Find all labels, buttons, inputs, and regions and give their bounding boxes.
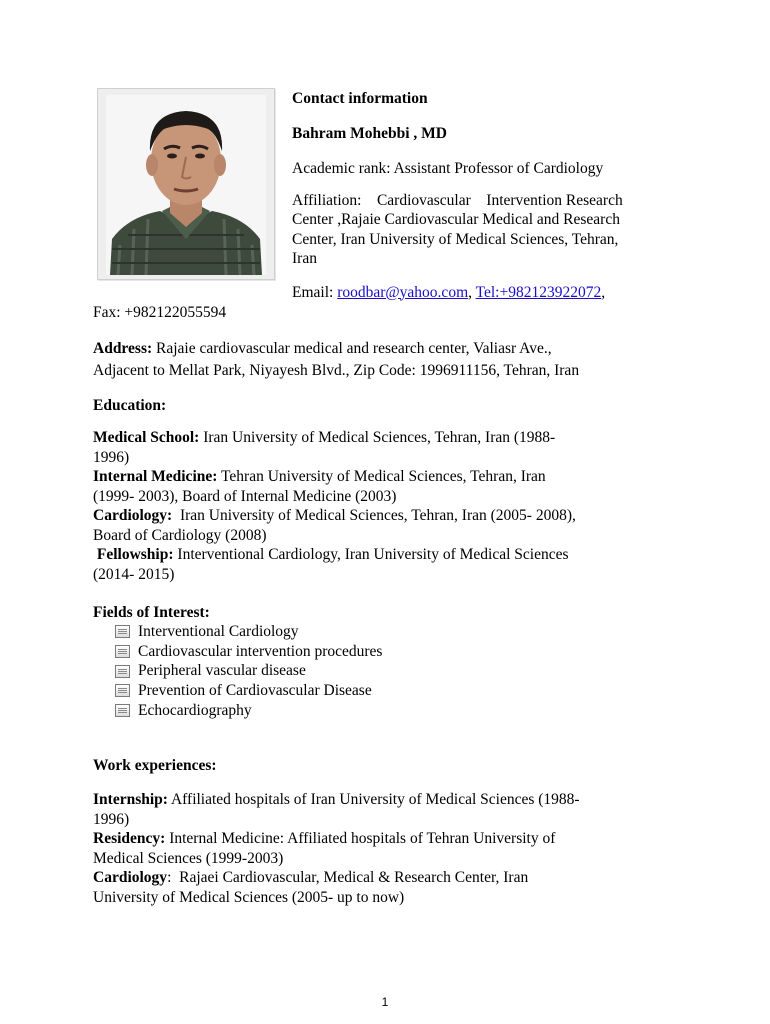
list-item: Echocardiography xyxy=(115,701,675,721)
education-heading: Education: xyxy=(93,397,167,414)
trailing-comma: , xyxy=(601,283,606,301)
education-item-internal-medicine: Internal Medicine: Tehran University of Medical Sciences, Tehran, Iran (1999- 2003), Board of Internal Medicine (2003) xyxy=(93,468,546,505)
profile-photo xyxy=(97,88,275,280)
document-bullet-icon xyxy=(115,665,130,678)
affiliation-line: Center ,Rajaie Cardiovascular Medical and Research xyxy=(292,211,620,228)
education-list xyxy=(93,428,683,584)
document-bullet-icon xyxy=(115,645,130,658)
academic-rank: Academic rank: Assistant Professor of Cardiology xyxy=(292,160,604,177)
email-line xyxy=(292,283,678,303)
education-item-cardiology: Cardiology: Iran University of Medical Sciences, Tehran, Iran (2005- 2008), Board of Cardiology (2008) xyxy=(93,507,576,544)
document-bullet-icon xyxy=(115,704,130,717)
list-item: Peripheral vascular disease xyxy=(115,661,675,681)
doctor-name: Bahram Mohebbi , MD xyxy=(292,124,447,142)
education-item-medical-school: Medical School: Iran University of Medical Sciences, Tehran, Iran (1988- 1996) xyxy=(93,429,556,466)
affiliation-line: Affiliation: Cardiovascular Intervention Research xyxy=(292,191,623,209)
email-link[interactable]: roodbar@yahoo.com xyxy=(337,283,469,301)
contact-block xyxy=(292,89,678,302)
document-bullet-icon xyxy=(115,684,130,697)
list-item: Interventional Cardiology xyxy=(115,622,675,642)
portrait-image xyxy=(98,89,274,279)
address-label: Address: xyxy=(93,340,153,357)
list-item: Cardiovascular intervention procedures xyxy=(115,642,675,662)
work-heading: Work experiences: xyxy=(93,757,217,774)
address-line-1: Rajaie cardiovascular medical and research center, Valiasr Ave., xyxy=(152,340,552,357)
separator: , xyxy=(468,283,476,301)
affiliation-line: Center, Iran University of Medical Sciences, Tehran, xyxy=(292,230,619,248)
document-bullet-icon xyxy=(115,625,130,638)
education-item-fellowship: Fellowship: Interventional Cardiology, Iran University of Medical Sciences (2014- 2015) xyxy=(93,546,569,583)
address xyxy=(93,338,683,382)
work-list xyxy=(93,790,683,907)
list-item: Prevention of Cardiovascular Disease xyxy=(115,681,675,701)
fax-number: Fax: +982122055594 xyxy=(93,304,227,321)
interests-heading: Fields of Interest: xyxy=(93,604,210,621)
interests-list xyxy=(115,622,675,720)
affiliation-line: Iran xyxy=(292,250,317,267)
contact-title: Contact information xyxy=(292,90,428,107)
email-label: Email: xyxy=(292,283,338,301)
address-line-2: Adjacent to Mellat Park, Niyayesh Blvd., Zip Code: 1996911156, Tehran, Iran xyxy=(93,362,580,379)
tel-link[interactable]: Tel:+982123922072 xyxy=(475,283,602,301)
work-item-cardiology: Cardiology: Rajaei Cardiovascular, Medical & Research Center, Iran University of Medical Sciences (2005- up to now) xyxy=(93,869,529,906)
affiliation xyxy=(292,191,678,269)
work-item-residency: Residency: Internal Medicine: Affiliated hospitals of Tehran University of Medical Sciences (1999-2003) xyxy=(93,830,556,867)
work-item-internship: Internship: Affiliated hospitals of Iran University of Medical Sciences (1988- 1996) xyxy=(93,791,580,828)
page-number: 1 xyxy=(381,995,389,1009)
